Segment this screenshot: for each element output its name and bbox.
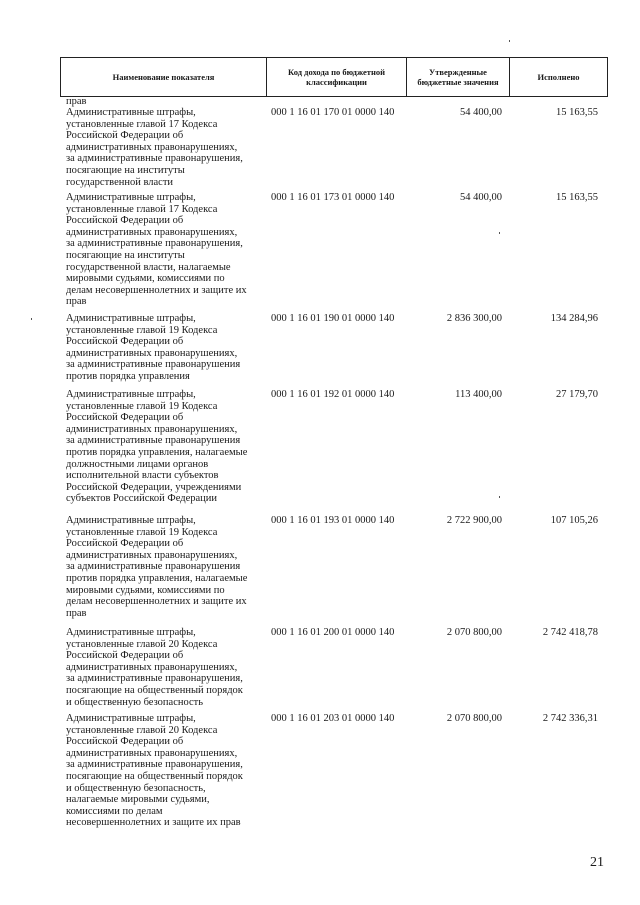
row-executed: 2 742 418,78 — [542, 627, 598, 638]
scan-speck — [509, 40, 510, 42]
row-approved: 54 400,00 — [460, 192, 502, 203]
row-name: Административные штрафы, установленные главой 19 Кодекса Российской Федерации об административных правонарушениях, за административные правонарушения против порядка управления, налагаемые мировыми судьями, комиссиями по делам несовершеннолетних и защите их прав — [66, 515, 248, 619]
scan-speck — [31, 318, 32, 320]
scan-speck — [499, 232, 500, 234]
row-name: Административные штрафы, установленные главой 19 Кодекса Российской Федерации об административных правонарушениях, за административные правонарушения против порядка управления — [66, 313, 241, 382]
row-code: 000 1 16 01 173 01 0000 140 — [271, 192, 395, 203]
row-name: Административные штрафы, установленные главой 20 Кодекса Российской Федерации об административных правонарушениях, за административные правонарушения, посягающие на общественный порядок и общественную безопасность, налагаемые мировыми судьями, комиссиями по делам несовершеннолетних и защите их прав — [66, 713, 243, 829]
row-approved: 2 722 900,00 — [446, 515, 502, 526]
row-approved: 54 400,00 — [460, 107, 502, 118]
row-approved: 2 836 300,00 — [446, 313, 502, 324]
table-header — [60, 57, 608, 97]
row-name: Административные штрафы, установленные главой 17 Кодекса Российской Федерации об административных правонарушениях, за административные правонарушения, посягающие на институты государственной власти — [66, 107, 243, 188]
row-approved: 113 400,00 — [455, 389, 502, 400]
row-name: Административные штрафы, установленные главой 19 Кодекса Российской Федерации об административных правонарушениях, за административные правонарушения против порядка управления, налагаемые должностными лицами органов исполнительной власти субъектов Российской Федерации, учреждениями субъектов Российской Федерации — [66, 389, 248, 505]
row-approved: 2 070 800,00 — [446, 627, 502, 638]
continuation-text: прав — [66, 96, 87, 107]
row-code: 000 1 16 01 170 01 0000 140 — [271, 107, 395, 118]
row-code: 000 1 16 01 193 01 0000 140 — [271, 515, 395, 526]
row-executed: 2 742 336,31 — [542, 713, 598, 724]
row-approved: 2 070 800,00 — [446, 713, 502, 724]
row-executed: 27 179,70 — [556, 389, 598, 400]
row-executed: 134 284,96 — [550, 313, 598, 324]
row-code: 000 1 16 01 203 01 0000 140 — [271, 713, 395, 724]
row-code: 000 1 16 01 192 01 0000 140 — [271, 389, 395, 400]
row-executed: 15 163,55 — [556, 107, 598, 118]
row-name: Административные штрафы, установленные главой 20 Кодекса Российской Федерации об административных правонарушениях, за административные правонарушения, посягающие на общественный порядок и общественную безопасность — [66, 627, 243, 708]
header-code: Код дохода по бюджетной классификации — [267, 58, 407, 96]
row-executed: 15 163,55 — [556, 192, 598, 203]
page-number: 21 — [590, 855, 604, 870]
header-name: Наименование показателя — [61, 58, 267, 96]
row-code: 000 1 16 01 200 01 0000 140 — [271, 627, 395, 638]
row-code: 000 1 16 01 190 01 0000 140 — [271, 313, 395, 324]
row-name: Административные штрафы, установленные главой 17 Кодекса Российской Федерации об административных правонарушениях, за административные правонарушения, посягающие на институты государственной власти, налагаемые мировыми судьями, комиссиями по делам несовершеннолетних и защите их прав — [66, 192, 247, 308]
scan-speck — [499, 496, 500, 498]
header-executed: Исполнено — [537, 72, 580, 82]
row-executed: 107 105,26 — [550, 515, 598, 526]
header-approved: Утвержденные бюджетные значения — [407, 58, 510, 96]
